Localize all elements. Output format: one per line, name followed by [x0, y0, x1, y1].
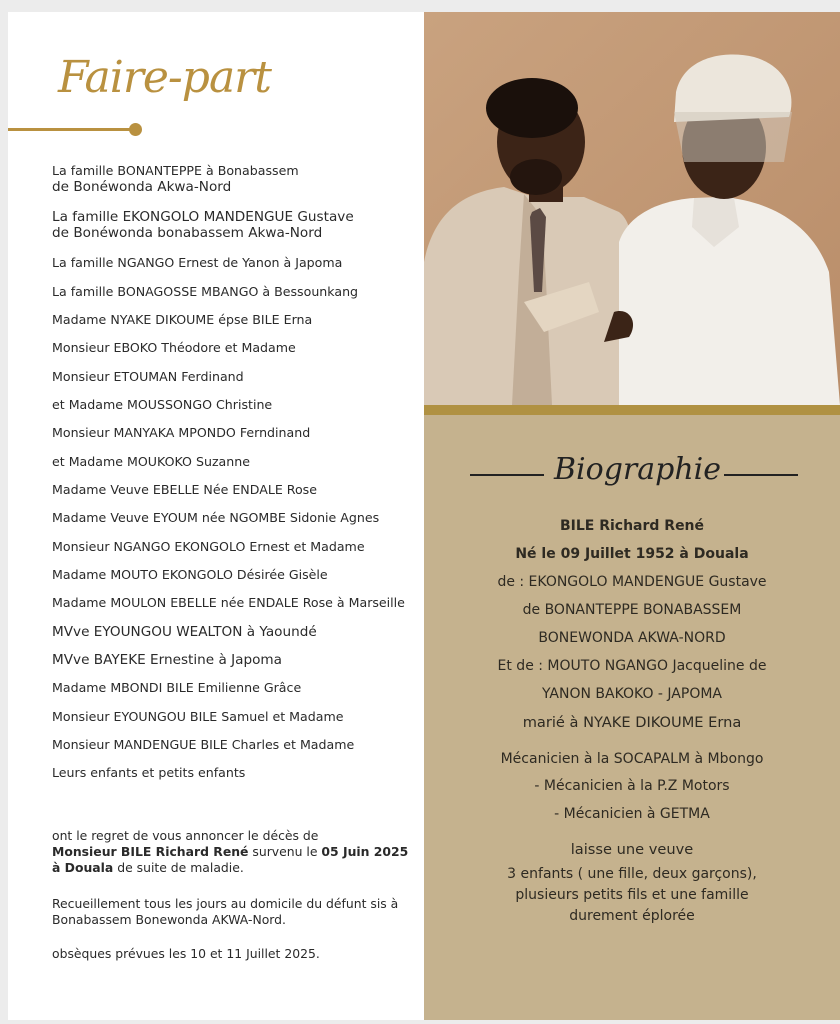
bio-parent-line: de BONANTEPPE BONABASSEM — [522, 602, 742, 618]
deceased-name: Monsieur BILE Richard René — [52, 844, 249, 859]
couple-photo-illustration — [424, 12, 840, 405]
family-line: de Bonéwonda Akwa-Nord — [52, 179, 232, 195]
family-line: Monsieur EYOUNGOU BILE Samuel et Madame — [52, 709, 344, 724]
heading-rule-left — [470, 474, 544, 476]
death-cause: de suite de maladie. — [113, 860, 244, 875]
bio-parent-line: YANON BAKOKO - JAPOMA — [541, 686, 723, 702]
faire-part-title: Faire-part — [58, 52, 271, 103]
biography-section — [424, 415, 840, 1020]
family-line: Madame Veuve EYOUM née NGOMBE Sidonie Agnes — [52, 510, 380, 525]
bio-survivors-line: 3 enfants ( une fille, deux garçons), — [507, 866, 757, 882]
family-line: MVve BAYEKE Ernestine à Japoma — [52, 652, 282, 668]
family-line: Monsieur ETOUMAN Ferdinand — [52, 369, 244, 384]
family-line: La famille NGANGO Ernest de Yanon à Japoma — [52, 255, 343, 270]
announcement-survenu: survenu le — [248, 844, 322, 859]
family-line: Monsieur MANYAKA MPONDO Ferndinand — [52, 425, 311, 440]
family-line: et Madame MOUSSONGO Christine — [52, 397, 273, 412]
recueillement-text: Recueillement tous les jours au domicile du défunt sis à Bonabassem Bonewonda AKWA-Nord. — [52, 896, 399, 927]
family-line: La famille EKONGOLO MANDENGUE Gustave — [52, 209, 354, 225]
bio-survivors-line: durement éplorée — [569, 908, 695, 924]
family-line: Monsieur EBOKO Théodore et Madame — [52, 340, 296, 355]
biography-panel — [424, 12, 840, 1020]
biography-title: Biographie — [554, 452, 722, 487]
bio-leaves: laisse une veuve — [570, 841, 694, 858]
death-place: à Douala — [52, 860, 114, 875]
family-line: Madame MBONDI BILE Emilienne Grâce — [52, 680, 302, 695]
couple-photo — [424, 12, 840, 405]
biography-heading — [470, 452, 798, 492]
gold-divider-bar — [424, 405, 840, 415]
bio-survivors-line: plusieurs petits fils et une famille — [515, 887, 749, 903]
announcement — [52, 828, 417, 876]
bio-job: - Mécanicien à la P.Z Motors — [534, 778, 730, 794]
family-line: Madame NYAKE DIKOUME épse BILE Erna — [52, 312, 313, 327]
obseques-text: obsèques prévues les 10 et 11 Juillet 2025. — [52, 946, 320, 961]
faire-part-panel — [8, 12, 424, 1020]
death-date: 05 Juin 2025 — [321, 844, 409, 859]
family-line: Madame MOULON EBELLE née ENDALE Rose à Marseille — [52, 595, 405, 610]
bio-job: Mécanicien à la SOCAPALM à Mbongo — [500, 751, 764, 767]
family-line: et Madame MOUKOKO Suzanne — [52, 454, 250, 469]
bio-job: - Mécanicien à GETMA — [554, 806, 710, 822]
title-underline — [8, 128, 132, 131]
bio-parent-line: de : EKONGOLO MANDENGUE Gustave — [497, 574, 767, 590]
family-line: La famille BONANTEPPE à Bonabassem — [52, 163, 299, 178]
bio-parent-line: Et de : MOUTO NGANGO Jacqueline de — [497, 658, 767, 674]
announcement-intro: ont le regret de vous annoncer le décès de — [52, 828, 319, 843]
family-line: Leurs enfants et petits enfants — [52, 765, 246, 780]
title-underline-dot — [129, 123, 142, 136]
heading-rule-right — [724, 474, 798, 476]
family-line: MVve EYOUNGOU WEALTON à Yaoundé — [52, 624, 317, 640]
family-line: Monsieur MANDENGUE BILE Charles et Madame — [52, 737, 355, 752]
bio-name: BILE Richard René — [559, 518, 705, 534]
family-line: La famille BONAGOSSE MBANGO à Bessounkang — [52, 284, 359, 299]
family-line: Madame MOUTO EKONGOLO Désirée Gisèle — [52, 567, 328, 582]
family-line: Madame Veuve EBELLE Née ENDALE Rose — [52, 482, 317, 497]
family-line: Monsieur NGANGO EKONGOLO Ernest et Madame — [52, 539, 365, 554]
bio-birth: Né le 09 Juillet 1952 à Douala — [515, 546, 749, 562]
bio-parent-line: BONEWONDA AKWA-NORD — [538, 630, 726, 646]
bio-married: marié à NYAKE DIKOUME Erna — [522, 714, 742, 731]
family-line: de Bonéwonda bonabassem Akwa-Nord — [52, 225, 323, 241]
